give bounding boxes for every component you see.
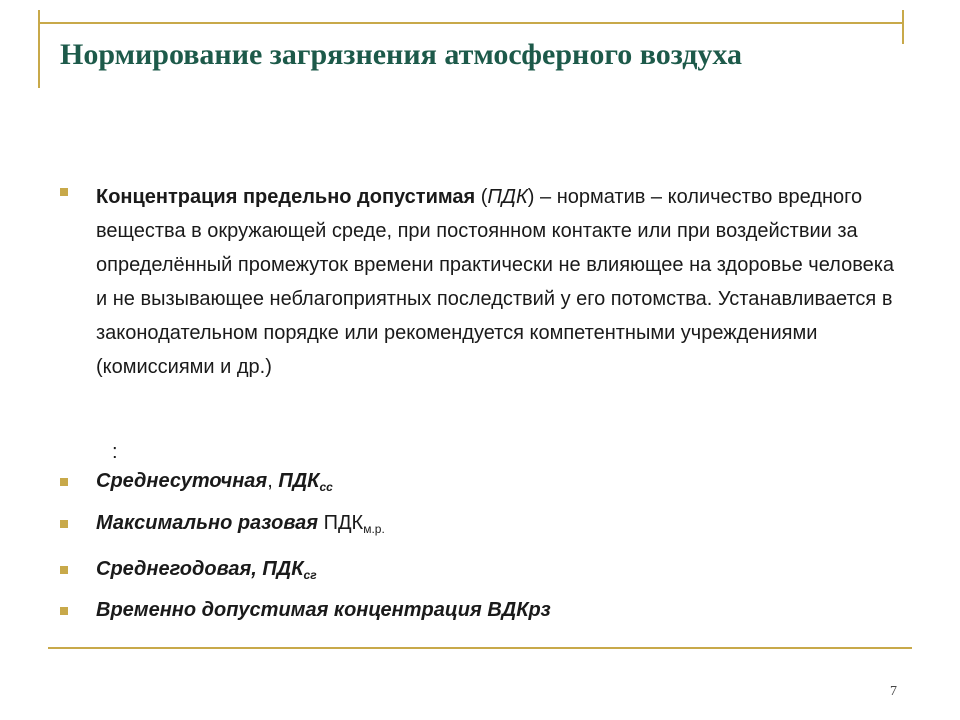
top-rule: [38, 22, 904, 24]
list-item-max-single-mac: [96, 512, 385, 536]
left-rule: [38, 10, 40, 88]
bullet-square-icon: [60, 188, 68, 196]
list-item-annual-mac: [96, 558, 317, 582]
bullet-square-icon: [60, 478, 68, 486]
item-abbr: ПДК: [278, 470, 320, 492]
colon-mark: :: [112, 441, 118, 463]
item-subscript: м.р.: [363, 522, 385, 536]
item-subscript: сс: [319, 480, 333, 494]
definition-term: Концентрация предельно допустимая: [96, 186, 476, 208]
definition-abbr: ПДК: [487, 186, 528, 208]
item-separator: ,: [267, 470, 279, 492]
item-subscript: сг: [303, 568, 317, 582]
definition-paren: (: [475, 186, 488, 208]
item-abbr: ПДК: [323, 512, 364, 534]
bottom-rule: [48, 647, 912, 649]
list-item-temp-allowable: [96, 599, 551, 622]
bullet-square-icon: [60, 566, 68, 574]
bullet-square-icon: [60, 520, 68, 528]
item-label: Временно допустимая концентрация ВДКрз: [96, 599, 551, 621]
slide-title: Нормирование загрязнения атмосферного воздуха: [60, 38, 742, 71]
item-label: Среднегодовая, ПДК: [96, 558, 304, 580]
definition-paragraph: [96, 180, 896, 384]
page-number: 7: [890, 684, 897, 699]
definition-body: ) – норматив – количество вредного вещества в окружающей среде, при постоянном контакте или при воздействии за определённый промежуток времени практически не влияющее на здоровье человека и не вызывающее неблагоприятных последствий у его потомства. Устанавливается в законодательном порядке или рекомендуется компетентными учреждениями (комиссиями и др.): [96, 186, 895, 378]
list-item-daily-mac: [96, 470, 333, 494]
item-label: Максимально разовая: [96, 512, 319, 534]
right-rule: [902, 10, 904, 44]
bullet-square-icon: [60, 607, 68, 615]
item-label: Среднесуточная: [96, 470, 268, 492]
